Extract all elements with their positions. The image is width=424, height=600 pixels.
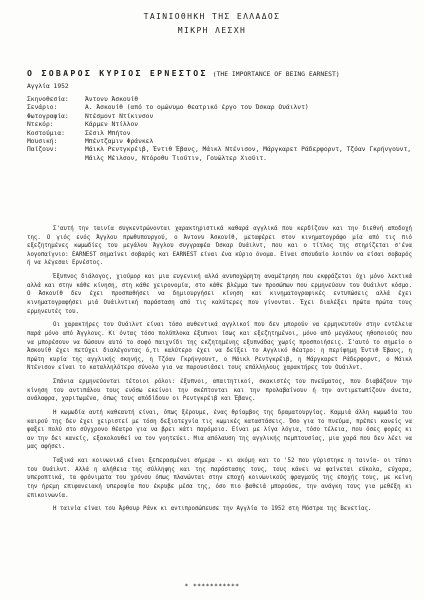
credit-value: Μάικλ Ρεντγκρέιβ, Έντιθ Έβανς, Μάικλ Ντένισον, Μάργκαρετ Ράδερφορντ, Τζόαν Γκρήνγουντ, Μάιλς Μέιλσον, Ντόροθυ Τιούτιν, Γουώλτερ Χιούιτ. <box>85 146 412 162</box>
credit-label: Ντεκόρ: <box>27 121 54 129</box>
credit-row <box>27 104 412 112</box>
cinematheque-name: ΤΑΙΝΙΟΘΗΚΗ ΤΗΣ ΕΛΛΑΔΟΣ <box>143 12 281 21</box>
review-paragraph: Ταξικά και κοινωνικά είναι ξεπερασμένοι σήμερα - κι ακόμη και το '52 που γύριστηκε η ταινία- οι τύποι του Ουάιλντ. Αλλά η αλήθεια της σύλληψης και της παράστασης τους, τους κάνει να φαίνεται εύκολα, εύχαρα, υπεροπτικά, τα φρόνιματα του χρόνου όπως πλανώνται στην εποχή κοινωνικούς φραγμούς της εποχής τους, με κείνη την ήρεμη επιφανειακή υπεροψία που έκρυβε μέσα της, όσο πιο βαθειά μπορούσε, την ανάγκη τους για μεθέξη κι επικοινωνία. <box>27 458 412 499</box>
credit-row <box>27 146 412 163</box>
review-paragraph: Οι χαρακτήρες του Ουάιλντ είναι τόσο αυθεντικά αγγλικοί που δεν μπορούν να ερμηνευτούν στην εντέλεια παρά μόνο από Άγγλους. Κι όντας τόσο πολύπλοκα έξυπνοι ίσως και εξεζητημένοι, μόνο από μεγάλους ηθοποιούς που να μπορέσουν να δώσουν αυτό το σοφό παιχνίδι της εκζητημένης εξυπνάδας χωρίς προσποιήσεις. Σ'αυτό το σημείο ο Άσκουίθ έχει πετύχει διαλέγοντας ό,τι καλύτερο έχει να δείξει το Αγγλικό θέατρο: η περίφημη Έντιθ Έβανς, η πρώτη κυρία της αγγλικής σκηνής, η Τζόαν Γκρήνγουντ, ο Μάικλ Ρεντγκρέιβ, η Μάργκαρετ Ράδερφορντ, ο Μάικλ Ντένισον είναι το καταλληλότερο σύνολο για να παρουσιάσει τους επάλληλους χαρακτήρες του Ουάιλντ. <box>27 322 412 372</box>
review-paragraph: Έξυπνος διάλογος, χιούμορ και μια ευγενική αλλά ανυποχώρητη αναμέτρηση που εκφράζεται όχι μόνο λεκτικά αλλά και στην κάθε κίνηση, στη κάθε χειρονομία, στο κάθε βλέμμα των προσώπων που ερμηνεύουν του Ουάιλντ κόσμο. Ο Άσκουίθ δεν έχει προσπαθήσει να δημιουργήσει κίνηση και κινηματογραφικές εντυπώσεις αλλά έχει κινηματογραφήσει μιά Ουάιλντική παράσταση από τις καλύτερες που γίνονται. Έχει διαλέξει πρώτα πρώτα τους ερμηνευτές του. <box>27 274 412 315</box>
review-paragraph: Η ταινία είναι του Άρθουρ Ράνκ κι αντιπροσώπευσε την Αγγλία το 1952 στη Μόστρα της Βενετίας. <box>53 506 372 513</box>
credit-value: Μπέντζαμιν Φράνκελ <box>85 138 154 146</box>
review-paragraph: Η κωμωδία αυτή καθεαυτή είναι, όπως ξέρουμε, ένας θρίαμβος της δραματουργίας. Καμμιά άλλη κωμωδία του καιρού της δεν έχει χειριστεί με τόση δεξιοτεχνία τις κωμικές καταστάσεις. Όσο για το πνεύμα, πρέπει κανείς να φαξει πολύ στο σύγχρονο θέατρο για να βρει κάτι παρόμοιο. Είναι με λίγα λόγια, τόσο τέλεια, που όσες φορές κι αν την δει κανείς, εξακολουθεί να τον γοητεύει. Μια απόλαυση της αγγλικής πεμπτουσίας, μια χαρά που δεν λέει να μας αφήσει. <box>27 410 412 451</box>
credit-value: Ντέσμοντ Ντίκινσον <box>85 112 154 120</box>
film-country-year: Αγγλία 1952 <box>27 83 69 90</box>
credit-label: Παίζουν: <box>27 146 58 154</box>
credit-row <box>27 121 412 129</box>
credit-label: Φωτογραφία: <box>27 112 69 120</box>
review-text <box>27 225 412 519</box>
closing-asterisks: * *********** <box>184 583 240 590</box>
review-paragraph: Σπάνια ερμηνεύονται τέτοιοι ρόλοι: έξυπνοι, απαιτητικοί, σκακιστές του πνεύματος, που διαβάζουν την κίνηση του αντιπάλου τους ενόσω εκείνοι την σκέπτονται και την προλαβαίνουν ή την αντιμετωπίζουν άνετα, ανάλαφρα, χαριτωμένα, όπως τους απόδίδουν οι Ρεντγκρέιβ και Έβανς. <box>27 379 412 403</box>
credits-list <box>27 96 412 163</box>
club-name: ΜΙΚΡΗ ΛΕΣΧΗ <box>177 26 247 35</box>
film-title-greek: Ο ΣΟΒΑΡΟΣ ΚΥΡΙΟΣ ΕΡΝΕΣΤΟΣ <box>27 68 208 78</box>
credit-row <box>27 130 412 138</box>
credit-value: Κάρμεν Ντίλλον <box>85 121 139 129</box>
credit-value: Σέσιλ Μπήτον <box>85 129 131 137</box>
credit-label: Σενάριο: <box>27 104 58 112</box>
film-title <box>27 68 340 78</box>
credit-label: Μουσική: <box>27 138 58 146</box>
credit-row <box>27 113 412 121</box>
review-paragraph: Σ'αυτή την ταινία συγκεντρώνονται χαρακτηριστικά καθαρά αγγλικά που κερδίζουν και την διεθνή αποδοχή της. Ο γιός ενός Άγγλου πρωθυπουργού, ο Άντονυ Άσκουίθ, μεταφέρει στον κινηματογράφο μία από τις πιό εξεζητημένες κωμωδίες του μεγάλου Άγγλου συγγραφέα Όσκαρ Ουάιλντ, που και ο τίτλος της στηρίζεται σ'ένα λογοπαίγνιο: EARNEST σημαίνει σοβαρός και EARNEST είναι ένα κύριο όνομα. Είναι σπουδαίο λοιπόν να είσαι σοβαρός ή να λέγεσαι Ερνέστος. <box>27 226 412 267</box>
credit-label: Κοστούμια: <box>27 129 65 137</box>
credit-value: Α. Άσκουίθ (από το ομώνυμο θεατρικό έργο του Όσκαρ Ουάιλντ) <box>85 104 309 112</box>
credit-value: Άντονυ Άσκουίθ <box>85 96 139 103</box>
film-title-english: (THE IMPORTANCE OF BEING EARNEST) <box>212 70 340 78</box>
credit-label: Σκηνοθεσία: <box>27 96 69 103</box>
